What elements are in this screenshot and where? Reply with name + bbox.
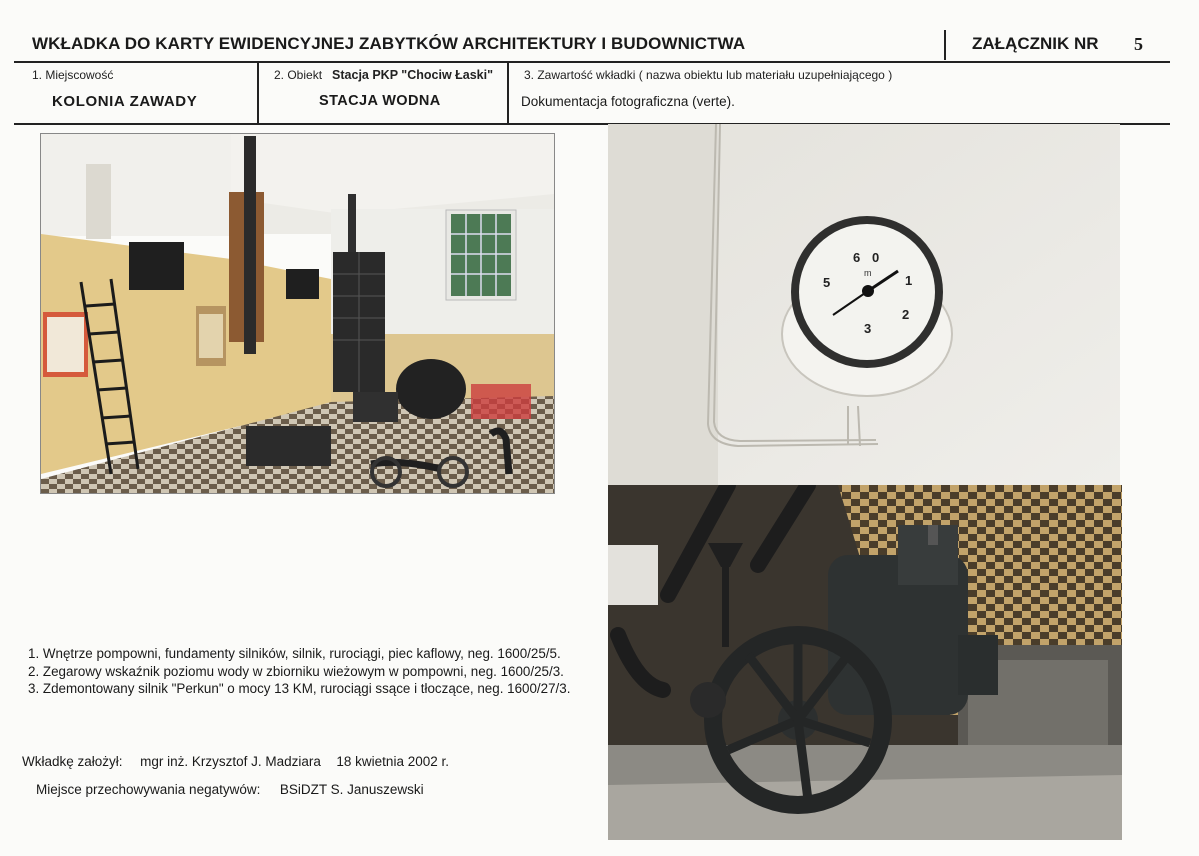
photo-captions (28, 645, 570, 698)
pump-room-interior-photo (40, 133, 555, 494)
object-value: STACJA WODNA (319, 93, 441, 109)
gauge-label-6: 6 (853, 250, 861, 265)
gauge-needle (808, 193, 928, 343)
dismantled-engine-photo (608, 485, 1122, 840)
header-divider (944, 30, 946, 60)
gauge-label-3: 3 (864, 321, 872, 336)
object-field (274, 68, 493, 82)
gauge-unit: m (864, 268, 872, 278)
author-label: Wkładkę założył: (22, 754, 123, 769)
document-title: WKŁADKA DO KARTY EWIDENCYJNEJ ZABYTKÓW ARCHITEKTURY I BUDOWNICTWA (32, 34, 746, 53)
field-divider-1 (257, 62, 259, 124)
storage-row (36, 782, 424, 797)
object-name: Stacja PKP "Chociw Łaski" (332, 68, 494, 82)
gauge-label-1: 1 (905, 273, 913, 288)
storage-label: Miejsce przechowywania negatywów: (36, 782, 261, 797)
caption-3: 3. Zdemontowany silnik "Perkun" o mocy 13 KM, rurociągi ssące i tłoczące, neg. 1600/27/3. (28, 681, 571, 696)
caption-1: 1. Wnętrze pompowni, fundamenty silników, silnik, rurociągi, piec kaflowy, neg. 1600/25/5. (28, 646, 561, 661)
annex-number: 5 (1134, 34, 1143, 54)
object-label: 2. Obiekt (274, 68, 323, 82)
field-divider-2 (507, 62, 509, 124)
header-rule-top (14, 61, 1170, 63)
gauge-label-0: 0 (872, 250, 880, 265)
annex-label: ZAŁĄCZNIK NR (972, 34, 1099, 53)
locality-value: KOLONIA ZAWADY (52, 93, 198, 110)
gauge-label-2: 2 (902, 307, 910, 322)
contents-label: 3. Zawartość wkładki ( nazwa obiektu lub materiału uzupełniającego ) (524, 68, 893, 82)
locality-label: 1. Miejscowość (32, 68, 114, 82)
gauge-dial (808, 193, 928, 343)
contents-value: Dokumentacja fotograficzna (verte). (521, 94, 735, 109)
gauge-label-5: 5 (823, 275, 831, 290)
author-name: mgr inż. Krzysztof J. Madziara (140, 754, 321, 769)
author-row (22, 754, 449, 769)
caption-2: 2. Zegarowy wskaźnik poziomu wody w zbiorniku wieżowym w pompowni, neg. 1600/25/3. (28, 663, 564, 679)
storage-value: BSiDZT S. Januszewski (279, 782, 424, 797)
author-date: 18 kwietnia 2002 r. (336, 754, 449, 769)
